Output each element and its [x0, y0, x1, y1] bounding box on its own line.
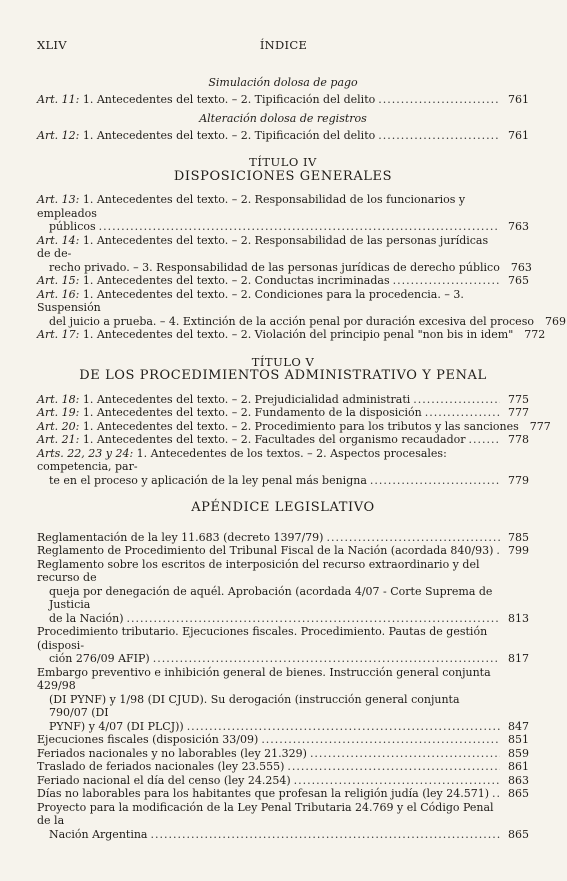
- entry-page-number: 863: [508, 773, 529, 787]
- article-ref: Art. 15:: [37, 274, 83, 287]
- dot-leader: [310, 747, 500, 761]
- dot-leader: [99, 220, 500, 234]
- index-entry: [37, 406, 529, 420]
- page-title: ÍNDICE: [259, 38, 308, 52]
- index-entry: [37, 433, 529, 447]
- entry-text-tail: Feriados nacionales y no laborables (ley 21.329): [37, 746, 307, 760]
- dot-leader: [153, 652, 500, 666]
- entry-text: [37, 393, 410, 407]
- appendix-list: [37, 531, 529, 842]
- entry-text-tail: ción 276/09 AFIP): [49, 652, 150, 665]
- entry-text: [49, 652, 150, 666]
- index-entry: [37, 233, 532, 275]
- dot-leader: [370, 474, 500, 488]
- entry-page-number: 765: [508, 274, 529, 287]
- appendix-title: APÉNDICE LEGISLATIVO: [191, 500, 375, 515]
- entry-page-number: 761: [508, 128, 529, 142]
- entry-page-number: 769: [544, 314, 566, 328]
- article-ref: Art. 18:: [37, 392, 83, 406]
- entry-text: [37, 747, 307, 761]
- entry-line: [37, 447, 529, 474]
- entry-page-number: 799: [508, 544, 529, 557]
- index-entry: [37, 625, 529, 666]
- entry-line: [37, 585, 529, 612]
- entry-text-tail: Nación Argentina: [49, 827, 148, 841]
- entry-text: Proyecto para la modificación de la Ley Penal Tributaria 24.769 y el Código Penal de la: [37, 800, 494, 827]
- entry-last-line: [37, 531, 529, 545]
- entry-last-line: [37, 393, 529, 407]
- entry-text: Reglamento sobre los escritos de interposición del recurso extraordinario y del recurso de: [37, 557, 480, 584]
- entry-text: [49, 612, 123, 626]
- entry-text-tail: públicos: [49, 220, 96, 233]
- entry-text-tail: Feriado nacional el día del censo (ley 24.254): [37, 773, 291, 787]
- entry-page-number: 851: [508, 733, 529, 746]
- index-entry: [37, 531, 529, 545]
- entry-page-number: 772: [524, 328, 546, 341]
- dot-leader: [496, 544, 500, 558]
- entry-last-line: [37, 733, 529, 747]
- entry-text-tail: Ejecuciones fiscales (disposición 33/09): [37, 733, 259, 746]
- index-entry: [37, 328, 546, 342]
- entry-text-tail: del juicio a prueba. – 4. Extinción de la acción penal por duración excesiva del proceso: [49, 314, 534, 328]
- entry-page-number: 861: [508, 760, 529, 773]
- article-ref: Art. 19:: [37, 406, 83, 419]
- entry-last-line: [37, 720, 529, 734]
- article-ref: Art. 11:: [37, 92, 83, 106]
- dot-leader: [378, 129, 500, 143]
- entry-last-line: [37, 474, 529, 488]
- dot-leader: [126, 612, 500, 626]
- entry-text: [49, 828, 147, 842]
- entry-text-tail: 1. Antecedentes del texto. – 2. Facultades del organismo recaudador: [82, 433, 466, 446]
- index-entry: [37, 129, 529, 143]
- article-ref: Art. 20:: [37, 419, 83, 433]
- page-number: XLIV: [37, 38, 67, 52]
- section-name-title4: DISPOSICIONES GENERALES: [173, 168, 393, 184]
- entry-last-line: [37, 406, 529, 420]
- entry-text: [37, 733, 258, 747]
- index-entry: [37, 747, 529, 761]
- entry-text: Procedimiento tributario. Ejecuciones fiscales. Procedimiento. Pautas de gestión (disposi-: [37, 625, 488, 652]
- index-block-title4: [37, 193, 566, 342]
- entry-last-line: [37, 274, 529, 288]
- article-ref: Art. 16:: [37, 287, 83, 301]
- entry-last-line: [37, 747, 529, 761]
- entry-line: [37, 193, 529, 220]
- entry-last-line: [37, 220, 529, 234]
- entry-page-number: 865: [508, 787, 529, 800]
- entry-last-line: [37, 760, 529, 774]
- entry-text: [37, 328, 513, 342]
- index-entry: [37, 787, 529, 801]
- entry-text: 1. Antecedentes del texto. – 2. Condiciones para la procedencia. – 3. Suspensión: [37, 287, 464, 314]
- entry-text: 1. Antecedentes del texto. – 2. Responsabilidad de las personas jurídicas de de-: [37, 233, 489, 260]
- entry-page-number: 813: [508, 611, 529, 625]
- dot-leader: [413, 393, 500, 407]
- entry-page-number: 785: [508, 530, 529, 544]
- entry-page-number: 847: [508, 719, 529, 733]
- entry-last-line: [37, 433, 529, 447]
- index-entry: [37, 774, 529, 788]
- article-ref: Art. 14:: [37, 233, 83, 247]
- entry-text-tail: recho privado. – 3. Responsabilidad de las personas jurídicas de derecho público: [49, 260, 500, 274]
- entry-line: [37, 801, 529, 828]
- section-label-title4: TÍTULO IV: [249, 155, 317, 169]
- article-ref: Arts. 22, 23 y 24:: [37, 446, 137, 460]
- dot-leader: [294, 774, 500, 788]
- entry-page-number: 761: [508, 92, 529, 106]
- entry-page-number: 763: [508, 220, 529, 233]
- dot-leader: [378, 93, 500, 107]
- index-entry: [37, 93, 529, 107]
- entry-last-line: [37, 544, 529, 558]
- entry-text: 1. Antecedentes de los textos. – 2. Aspectos procesales: competencia, par-: [37, 446, 447, 473]
- entry-text: [49, 720, 184, 734]
- entry-text: [49, 474, 367, 488]
- index-entry: [37, 760, 529, 774]
- entry-line: [37, 693, 529, 720]
- entry-text: [37, 406, 422, 420]
- dot-leader: [469, 433, 500, 447]
- index-entry: [37, 274, 529, 288]
- entry-page-number: 865: [508, 827, 529, 841]
- entry-text-tail: 1. Antecedentes del texto. – 2. Violación del principio penal "non bis in idem": [82, 328, 514, 341]
- entry-text-tail: 1. Antecedentes del texto. – 2. Tipificación del delito: [82, 128, 376, 142]
- entry-last-line: [37, 260, 532, 275]
- entry-last-line: [37, 93, 529, 107]
- entry-last-line: [37, 314, 566, 329]
- dot-leader: [287, 760, 500, 774]
- entry-text-tail: 1. Antecedentes del texto. – 2. Tipificación del delito: [82, 92, 376, 106]
- entry-last-line: [37, 612, 529, 626]
- index-entry: [37, 447, 529, 488]
- entry-last-line: [37, 652, 529, 666]
- entry-text-tail: PYNF) y 4/07 (DI PLCJ)): [49, 719, 184, 733]
- entry-text: [37, 531, 323, 545]
- entry-text: (DI PYNF) y 1/98 (DI CJUD). Su derogación (instrucción general conjunta 790/07 (DI: [49, 692, 460, 719]
- entry-page-number: 763: [510, 260, 532, 274]
- entry-text-tail: 1. Antecedentes del texto. – 2. Procedimiento para los tributos y las sanciones: [82, 419, 519, 433]
- entry-text: queja por denegación de aquél. Aprobación (acordada 4/07 - Corte Suprema de Justicia: [49, 584, 493, 611]
- entry-text: [37, 433, 466, 447]
- index-entry: [37, 393, 529, 407]
- entry-text: [37, 787, 489, 801]
- entry-text: [37, 760, 284, 774]
- entry-text: [37, 274, 390, 288]
- index-block-title3: [37, 76, 529, 142]
- entry-text: [37, 93, 375, 107]
- article-ref: Art. 21:: [37, 433, 83, 446]
- entry-text: [49, 315, 534, 329]
- subsection-title: Simulación dolosa de pago: [208, 76, 358, 89]
- entry-page-number: 777: [529, 419, 551, 433]
- entry-page-number: 859: [508, 746, 529, 760]
- entry-page-number: 778: [508, 433, 529, 446]
- entry-line: [37, 625, 529, 652]
- entry-text: [37, 420, 519, 434]
- entry-text-tail: 1. Antecedentes del texto. – 2. Conductas incriminadas: [82, 274, 390, 287]
- entry-text-tail: Traslado de feriados nacionales (ley 23.555): [37, 760, 285, 773]
- index-entry: [37, 801, 529, 842]
- entry-page-number: 779: [508, 473, 529, 487]
- entry-line: [37, 288, 529, 315]
- index-entry: [37, 558, 529, 626]
- article-ref: Art. 13:: [37, 193, 83, 206]
- entry-text: [37, 544, 493, 558]
- entry-text: [49, 220, 96, 234]
- entry-text-tail: 1. Antecedentes del texto. – 2. Prejudicialidad administrati: [82, 392, 411, 406]
- index-entry: [37, 419, 551, 434]
- dot-leader: [326, 531, 500, 545]
- dot-leader: [187, 720, 500, 734]
- dot-leader: [393, 274, 500, 288]
- entry-text-tail: Reglamentación de la ley 11.683 (decreto 1397/79): [37, 530, 324, 544]
- entry-last-line: [37, 328, 546, 342]
- section-name-title5: DE LOS PROCEDIMIENTOS ADMINISTRATIVO Y PENAL: [79, 368, 487, 383]
- index-entry: [37, 287, 566, 329]
- dot-leader: [425, 406, 500, 420]
- entry-text-tail: Días no laborables para los habitantes que profesan la religión judía (ley 24.571): [37, 787, 490, 800]
- entry-last-line: [37, 774, 529, 788]
- dot-leader: [492, 787, 500, 801]
- entry-last-line: [37, 129, 529, 143]
- entry-text-tail: 1. Antecedentes del texto. – 2. Fundamento de la disposición: [82, 406, 422, 419]
- index-content: [37, 70, 566, 841]
- index-entry: [37, 666, 529, 734]
- entry-text: 1. Antecedentes del texto. – 2. Responsabilidad de los funcionarios y empleados: [37, 193, 466, 220]
- dot-leader: [150, 828, 500, 842]
- entry-page-number: 777: [508, 406, 529, 419]
- entry-text-tail: de la Nación): [49, 611, 124, 625]
- entry-text: Embargo preventivo e inhibición general de bienes. Instrucción general conjunta 429/98: [37, 665, 491, 692]
- entry-text: [49, 261, 500, 275]
- index-entry: [37, 544, 529, 558]
- entry-last-line: [37, 419, 551, 434]
- index-entry: [37, 193, 529, 234]
- entry-text: [37, 129, 375, 143]
- entry-line: [37, 558, 529, 585]
- section-label-title5: TÍTULO V: [251, 354, 315, 369]
- article-ref: Art. 17:: [37, 328, 83, 341]
- entry-page-number: 817: [508, 652, 529, 665]
- index-block-title5: [37, 392, 551, 488]
- entry-last-line: [37, 828, 529, 842]
- article-ref: Art. 12:: [37, 128, 83, 142]
- entry-text: [37, 774, 291, 788]
- entry-line: [37, 234, 529, 261]
- entry-text-tail: te en el proceso y aplicación de la ley penal más benigna: [49, 473, 367, 487]
- index-entry: [37, 733, 529, 747]
- entry-last-line: [37, 787, 529, 801]
- entry-page-number: 775: [508, 392, 529, 406]
- dot-leader: [261, 733, 500, 747]
- entry-line: [37, 666, 529, 693]
- entry-text-tail: Reglamento de Procedimiento del Tribunal Fiscal de la Nación (acordada 840/93): [37, 544, 494, 557]
- subsection-title: Alteración dolosa de registros: [199, 112, 367, 125]
